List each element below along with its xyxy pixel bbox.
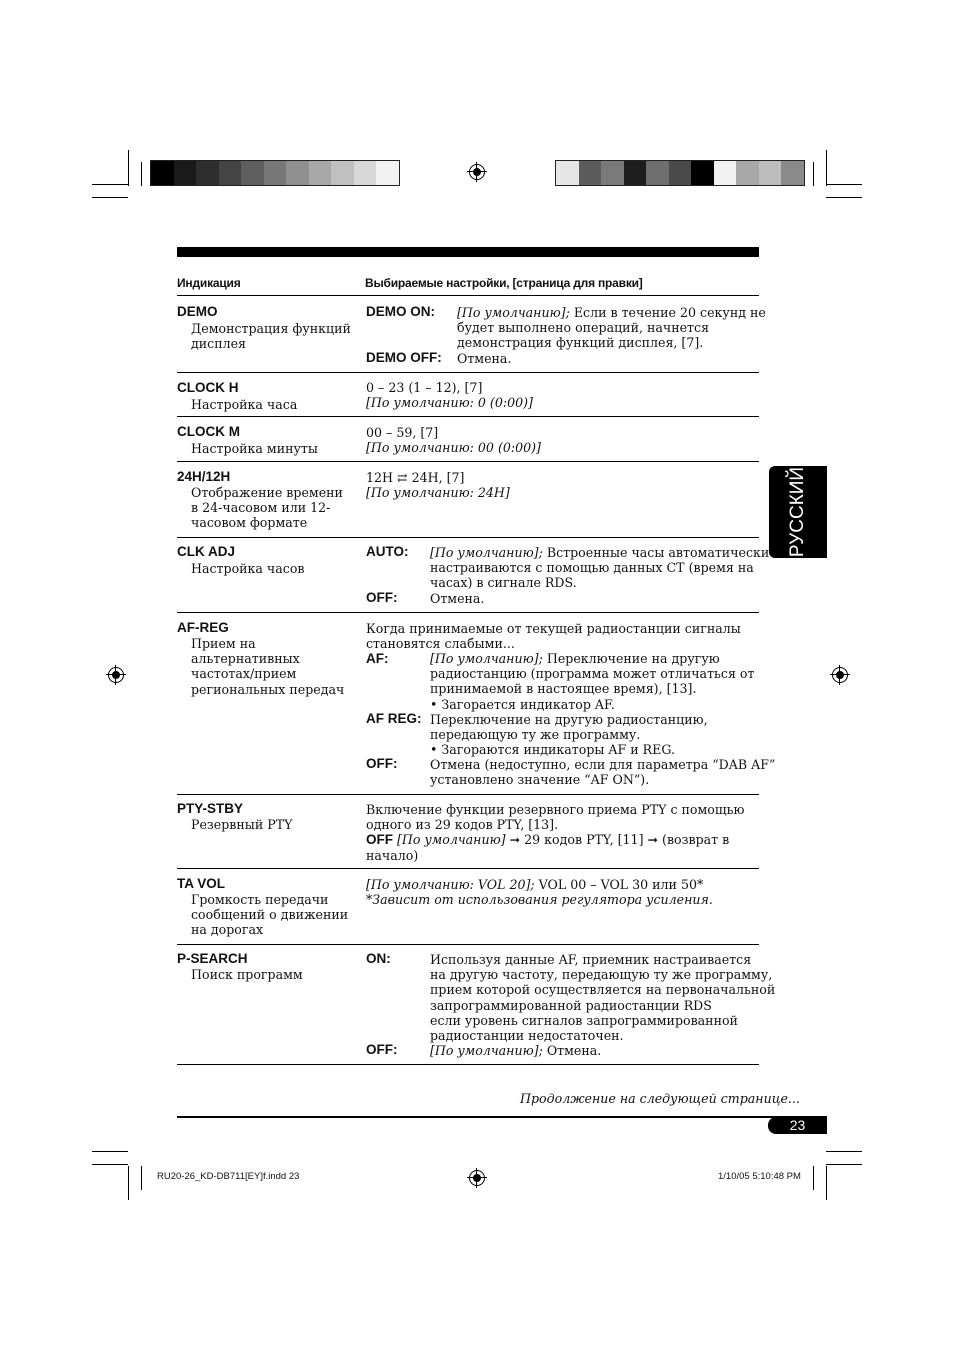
crop-mark: [826, 184, 862, 185]
color-swatch: [556, 161, 579, 185]
text-line: Отмена (недоступно, если для параметра “DAB AF”: [430, 757, 776, 772]
header-settings: Выбираемые настройки, [страница для правки]: [365, 276, 643, 290]
color-swatch: [736, 161, 759, 185]
desc-line: дисплея: [191, 336, 246, 352]
text-line: Используя данные AF, приемник настраивается: [430, 952, 752, 967]
text-line: Включение функции резервного приема PTY с помощью: [366, 802, 745, 817]
p-search-off-label: OFF:: [366, 1042, 398, 1057]
clock-h-key: CLOCK H: [177, 380, 239, 395]
p-search-on-text: [430, 952, 775, 1043]
row-divider: [177, 612, 759, 613]
crop-mark: [128, 150, 129, 186]
page-number: 23: [768, 1117, 827, 1134]
crop-mark: [813, 1166, 814, 1190]
color-bar-left: [150, 160, 400, 186]
color-swatch: [781, 161, 804, 185]
color-swatch: [579, 161, 602, 185]
desc-line: Отображение времени: [191, 485, 343, 500]
demo-key: DEMO: [177, 304, 218, 319]
h24-key: 24H/12H: [177, 469, 231, 484]
registration-mark: [469, 164, 485, 180]
color-swatch: [286, 161, 309, 185]
text-line: прием которой осуществляется на первоначальной: [430, 982, 776, 998]
p-search-on-label: ON:: [366, 951, 391, 966]
text-line: Переключение на другую: [542, 651, 720, 666]
color-swatch: [376, 161, 399, 185]
clock-h-desc: Настройка часа: [191, 397, 298, 412]
demo-desc: [191, 321, 351, 351]
crop-mark: [826, 1166, 827, 1200]
af-text: [430, 651, 754, 712]
crop-mark: [92, 197, 128, 198]
clock-h-range: 0 – 23 (1 – 12), [7]: [366, 380, 483, 395]
demo-off-label: DEMO OFF:: [366, 350, 442, 365]
desc-line: часовом формате: [191, 515, 308, 531]
clk-adj-off-label: OFF:: [366, 590, 398, 605]
text-line: радиостанции недостаточен.: [430, 1028, 624, 1044]
row-divider: [177, 868, 759, 869]
af-label: AF:: [366, 651, 389, 666]
desc-line: региональных передач: [191, 681, 345, 697]
text-line: Встроенные часы автоматически: [542, 545, 770, 560]
color-swatch: [646, 161, 669, 185]
crop-mark: [92, 1151, 128, 1152]
text-line: Переключение на другую радиостанцию,: [430, 712, 708, 727]
crop-mark: [826, 150, 827, 186]
color-swatch: [624, 161, 647, 185]
text-line: ➞ 29 кодов PTY, [11] ➞ (возврат в: [505, 832, 730, 848]
text-line: демонстрация функций дисплея, [7].: [457, 335, 704, 351]
text-line: принимаемой в настоящее время), [13].: [430, 681, 697, 697]
crop-mark: [826, 1151, 862, 1152]
demo-off-text: Отмена.: [457, 351, 512, 366]
desc-line: частотах/прием: [191, 666, 297, 682]
crop-mark: [92, 1164, 128, 1165]
ta-vol-text: [366, 877, 713, 907]
text-line: если уровень сигналов запрограммированной: [430, 1012, 738, 1028]
color-swatch: [354, 161, 377, 185]
text-line: становятся слабыми...: [366, 636, 515, 652]
header-rule: [177, 295, 759, 296]
top-rule: [177, 247, 759, 257]
desc-line: Демонстрация функций: [191, 321, 351, 336]
color-swatch: [151, 161, 174, 185]
clock-m-default: [По умолчанию: 00 (0:00)]: [366, 440, 541, 455]
clk-adj-key: CLK ADJ: [177, 544, 236, 559]
language-label: РУССКИЙ: [787, 466, 808, 558]
p-search-off-text: [430, 1043, 601, 1058]
af-reg-desc: [191, 636, 344, 697]
clock-h-default: [По умолчанию: 0 (0:00)]: [366, 395, 533, 410]
continued-note: Продолжение на следующей странице...: [520, 1091, 800, 1106]
text-line: Когда принимаемые от текущей радиостанции сигналы: [366, 621, 741, 636]
desc-line: альтернативных: [191, 651, 300, 667]
default-note: [По умолчанию];: [430, 651, 543, 666]
pty-stby-text: [366, 802, 744, 863]
row-divider: [177, 944, 759, 945]
demo-on-label: DEMO ON:: [366, 304, 435, 319]
text-line: передающую ту же программу.: [430, 727, 641, 743]
desc-line: на дорогах: [191, 922, 264, 938]
default-note: [По умолчанию];: [430, 545, 543, 560]
pty-stby-desc: Резервный PTY: [191, 817, 293, 832]
color-swatch: [309, 161, 332, 185]
default-note: [По умолчанию];: [430, 1043, 543, 1058]
text-line: • Загораются индикаторы AF и REG.: [430, 742, 675, 758]
color-swatch: [759, 161, 782, 185]
color-swatch: [241, 161, 264, 185]
crop-mark: [826, 197, 862, 198]
color-swatch: [196, 161, 219, 185]
color-swatch: [264, 161, 287, 185]
p-search-desc: Поиск программ: [191, 967, 303, 982]
color-swatch: [174, 161, 197, 185]
page-bottom-rule: [177, 1116, 827, 1118]
footer-file: RU20-26_KD-DB711[EY]f.indd 23: [157, 1171, 300, 1182]
h24-desc: [191, 485, 343, 531]
row-divider: [177, 416, 759, 417]
p-search-key: P-SEARCH: [177, 951, 248, 966]
text-line: начало): [366, 847, 419, 863]
af-reg-label: AF REG:: [366, 711, 422, 726]
crop-mark: [92, 184, 128, 185]
color-swatch: [691, 161, 714, 185]
text-line: часах) в сигнале RDS.: [430, 575, 577, 591]
af-reg-key: AF-REG: [177, 620, 229, 635]
color-swatch: [601, 161, 624, 185]
crop-mark: [141, 1166, 142, 1190]
row-divider: [177, 537, 759, 538]
registration-mark: [108, 667, 124, 683]
text-line: запрограммированной радиостанции RDS: [430, 997, 712, 1013]
clk-adj-auto-text: [430, 545, 769, 591]
color-bar-right: [555, 160, 805, 186]
crop-mark: [141, 162, 142, 186]
row-divider: [177, 1064, 759, 1065]
clock-m-key: CLOCK M: [177, 424, 240, 439]
color-swatch: [714, 161, 737, 185]
h24-default: [По умолчанию: 24H]: [366, 485, 510, 500]
af-reg-intro: [366, 621, 741, 651]
crop-mark: [128, 1166, 129, 1200]
pty-stby-key: PTY-STBY: [177, 801, 244, 816]
header-indication: Индикация: [177, 276, 241, 290]
text-line: на другую частоту, передающую ту же программу,: [430, 967, 773, 983]
clock-m-range: 00 – 59, [7]: [366, 425, 439, 440]
default-note: [По умолчанию];: [457, 305, 570, 320]
row-divider: [177, 461, 759, 462]
clk-adj-auto-label: AUTO:: [366, 544, 409, 559]
language-tab: [769, 466, 827, 558]
ta-vol-key: TA VOL: [177, 876, 225, 891]
crop-mark: [813, 162, 814, 186]
footnote: *Зависит от использования регулятора усиления.: [366, 892, 713, 908]
color-swatch: [669, 161, 692, 185]
crop-mark: [826, 1164, 862, 1165]
row-divider: [177, 372, 759, 373]
demo-on-text: [457, 305, 766, 351]
text-line: радиостанцию (программа может отличаться от: [430, 666, 755, 682]
registration-mark: [469, 1170, 485, 1186]
registration-mark: [832, 667, 848, 683]
text-line: VOL 00 – VOL 30 или 50*: [534, 877, 704, 892]
default-note: [По умолчанию]: [393, 832, 506, 848]
desc-line: в 24-часовом или 12-: [191, 500, 331, 516]
text-line: одного из 29 кодов PTY, [13].: [366, 817, 559, 833]
off-label: OFF: [366, 832, 393, 848]
af-reg-off-label: OFF:: [366, 756, 398, 771]
color-swatch: [219, 161, 242, 185]
text-line: Если в течение 20 секунд не: [569, 305, 766, 320]
ta-vol-desc: [191, 892, 348, 938]
h24-range: 12H ⇄ 24H, [7]: [366, 470, 465, 485]
row-divider: [177, 794, 759, 795]
color-swatch: [331, 161, 354, 185]
text-line: Отмена.: [542, 1043, 602, 1058]
text-line: настраиваются с помощью данных CT (время на: [430, 560, 754, 576]
text-line: • Загорается индикатор AF.: [430, 696, 615, 712]
desc-line: сообщений о движении: [191, 907, 349, 923]
desc-line: Громкость передачи: [191, 892, 329, 907]
desc-line: Прием на: [191, 636, 256, 651]
af-reg-off-text: [430, 757, 775, 787]
clk-adj-off-text: Отмена.: [430, 591, 485, 606]
text-line: будет выполнено операций, начнется: [457, 320, 710, 336]
af-reg-text: [430, 712, 708, 758]
clk-adj-desc: Настройка часов: [191, 561, 305, 576]
text-line: установлено значение “AF ON”).: [430, 772, 650, 788]
footer-date: 1/10/05 5:10:48 PM: [718, 1171, 801, 1182]
clock-m-desc: Настройка минуты: [191, 441, 318, 456]
default-note: [По умолчанию: VOL 20];: [366, 877, 535, 892]
